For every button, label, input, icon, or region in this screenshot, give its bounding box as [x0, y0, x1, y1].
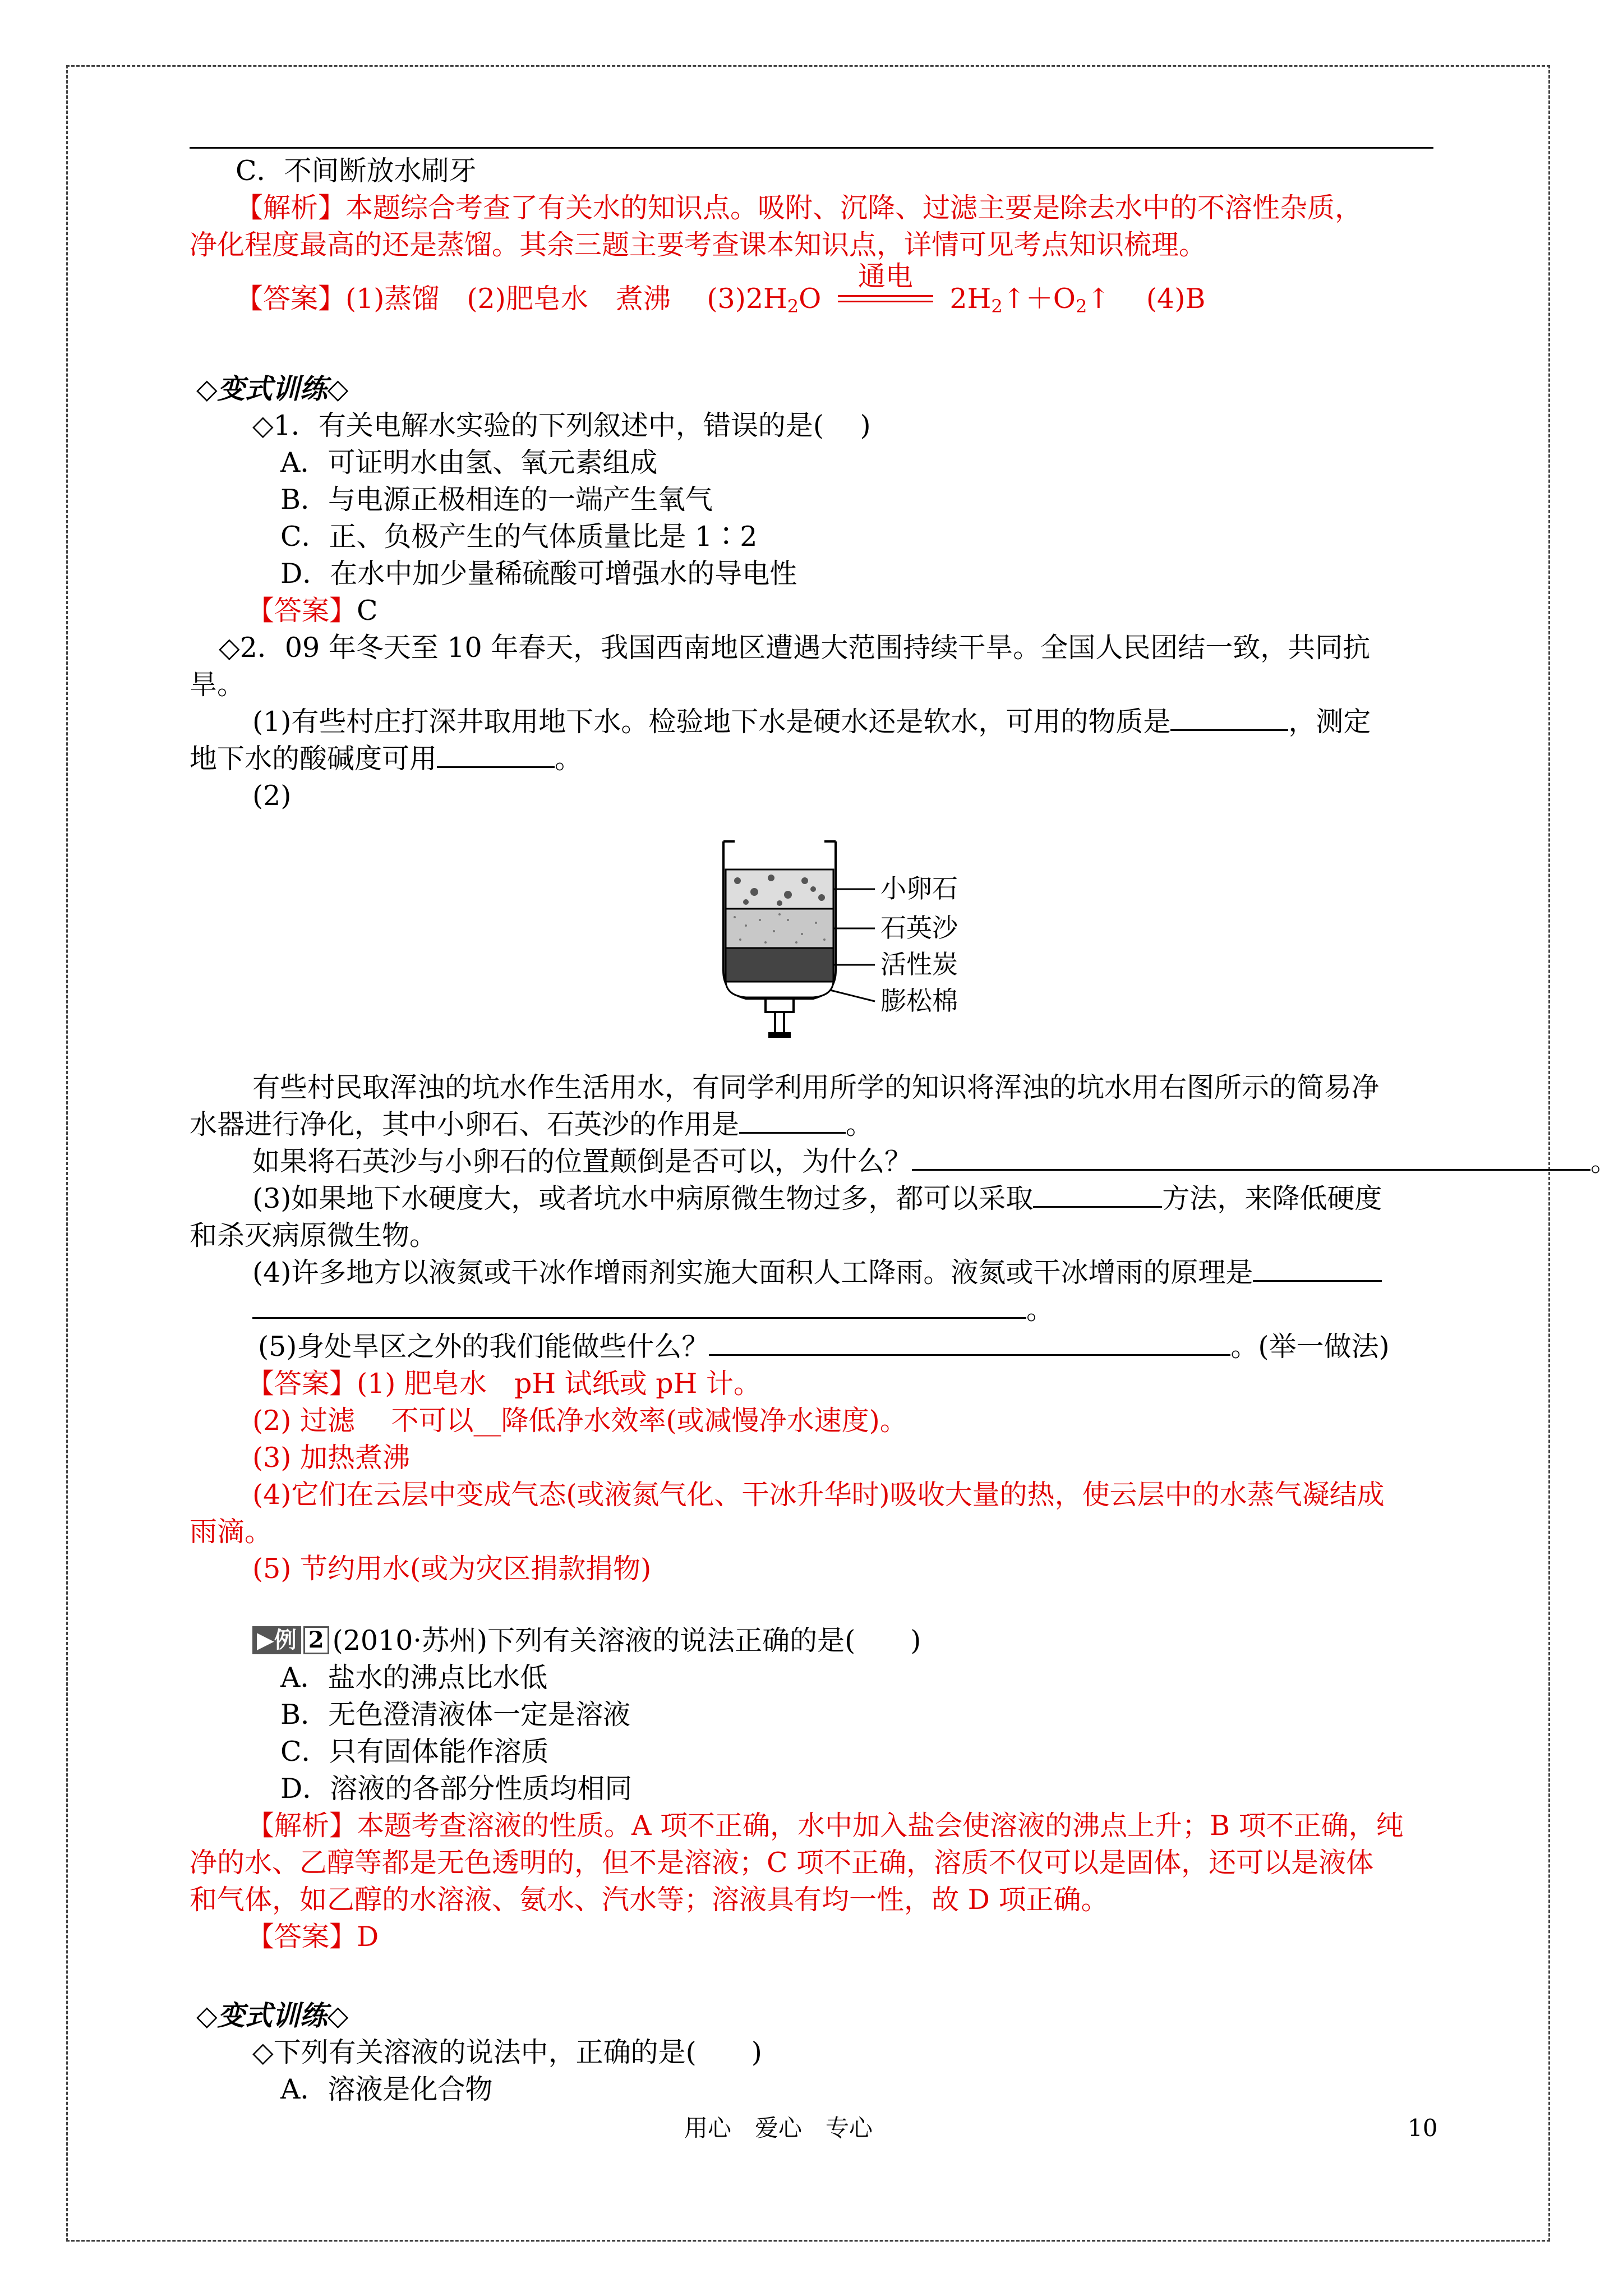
- outlet-tube: [775, 1012, 784, 1034]
- question-2-part-3-line-1: (3)如果地下水硬度大，或者坑水中病原微生物过多，都可以采取 方法，来降低硬度: [252, 1182, 1382, 1214]
- outlet-tip: [768, 1032, 791, 1038]
- analysis-2-line-1: 【解析】本题考查溶液的性质。A 项不正确，水中加入盐会使溶液的沸点上升；B 项不正确，纯: [247, 1810, 1404, 1842]
- footer-motto: 用心 爱心 专心: [684, 2114, 873, 2142]
- question-3: ◇下列有关溶液的说法中，正确的是( ): [252, 2036, 762, 2068]
- label-sand: 石英沙: [880, 913, 958, 943]
- blank-6[interactable]: [1253, 1255, 1382, 1282]
- example-number: 2: [303, 1626, 329, 1654]
- example-2-answer: 【答案】D: [247, 1921, 379, 1953]
- question-2-part-4-line-1: (4)许多地方以液氮或干冰作增雨剂实施大面积人工降雨。液氮或干冰增雨的原理是: [252, 1254, 1382, 1291]
- cotton-layer: [726, 982, 833, 997]
- question-2-part-3-line-2: 和杀灭病原微生物。: [190, 1220, 437, 1251]
- question-2-part-1-line-2: 地下水的酸碱度可用 。: [190, 743, 583, 775]
- question-3-option-a: A．溶液是化合物: [280, 2073, 493, 2105]
- label-pebble: 小卵石: [880, 873, 958, 904]
- section-heading-bianshi-2: ◇变式训练◇: [196, 1999, 349, 2032]
- question-2-part-1-line-1: (1)有些村庄打深井取用地下水。检验地下水是硬水还是软水，可用的物质是 ，测定: [252, 706, 1371, 738]
- example-2-option-d: D．溶液的各部分性质均相同: [280, 1773, 633, 1805]
- question-2-para-3: 如果将石英沙与小卵石的位置颠倒是否可以，为什么？ 。: [252, 1145, 1619, 1177]
- analysis-1-line-1: 【解析】本题综合考查了有关水的知识点。吸附、沉降、过滤主要是除去水中的不溶性杂质，: [236, 192, 1363, 224]
- outlet-cap: [766, 999, 794, 1012]
- question-2-answer-1: 【答案】(1) 肥皂水 pH 试纸或 pH 计。: [247, 1368, 761, 1400]
- question-2-part-5: (5)身处旱区之外的我们能做些什么？ 。(举一做法): [258, 1331, 1390, 1363]
- question-2-para-1: 有些村民取浑浊的坑水作生活用水，有同学利用所学的知识将浑浊的坑水用右图所示的简易净: [252, 1071, 1380, 1103]
- question-1-option-c: C．正、负极产生的气体质量比是 1∶2: [280, 521, 758, 553]
- analysis-2-line-3: 和气体，如乙醇的水溶液、氨水、汽水等；溶液具有均一性，故 D 项正确。: [190, 1884, 1109, 1916]
- blank-3[interactable]: [739, 1107, 846, 1134]
- question-2-part-2-label: (2): [252, 780, 292, 812]
- question-2-answer-5: (5) 节约用水(或为灾区捐款捐物): [252, 1553, 652, 1585]
- page-number: 10: [1408, 2114, 1438, 2142]
- example-2-option-b: B．无色澄清液体一定是溶液: [280, 1699, 631, 1731]
- question-2-part-4-line-2: 。: [252, 1291, 1054, 1328]
- analysis-2-line-2: 净的水、乙醇等都是无色透明的，但不是溶液；C 项不正确，溶质不仅可以是固体，还可以是液体: [190, 1847, 1374, 1879]
- blank-2[interactable]: [437, 742, 555, 768]
- water-filter-diagram: [712, 830, 1026, 1066]
- example-2-option-c: C．只有固体能作溶质: [280, 1736, 549, 1768]
- analysis-1-line-2: 净化程度最高的还是蒸馏。其余三题主要考查课本知识点，详情可见考点知识梳理。: [190, 229, 1207, 261]
- example-badge: ▶例: [252, 1626, 301, 1654]
- section-heading-bianshi-1: ◇变式训练◇: [196, 372, 349, 405]
- question-2-answer-4-line-1: (4)它们在云层中变成气态(或液氮气化、干冰升华时)吸收大量的热，使云层中的水蒸气凝结成: [252, 1479, 1385, 1511]
- question-2-line-1: ◇2．09 年冬天至 10 年春天，我国西南地区遭遇大范围持续干旱。全国人民团结一致，共同抗: [219, 632, 1371, 664]
- question-1-option-a: A．可证明水由氢、氧元素组成: [280, 447, 658, 478]
- carbon-layer: [726, 948, 833, 982]
- blank-1[interactable]: [1170, 705, 1288, 731]
- question-2-line-2: 旱。: [190, 669, 245, 701]
- header-rule: [190, 147, 1433, 149]
- option-c-prev: C．不间断放水刷牙: [236, 155, 477, 187]
- question-2-answer-2: (2) 过滤 不可以__降低净水效率(或减慢净水速度)。: [252, 1405, 907, 1437]
- example-2-option-a: A．盐水的沸点比水低: [280, 1662, 548, 1694]
- blank-8[interactable]: [709, 1329, 1230, 1356]
- question-1-option-d: D．在水中加少量稀硫酸可增强水的导电性: [280, 558, 797, 590]
- question-1-answer: 【答案】C: [247, 595, 378, 627]
- blank-4[interactable]: [912, 1144, 1590, 1171]
- example-2-question: ▶例 2 (2010·苏州)下列有关溶液的说法正确的是( ): [252, 1622, 921, 1659]
- blank-7[interactable]: [252, 1292, 1026, 1319]
- label-cotton: 膨松棉: [880, 986, 958, 1016]
- blank-5[interactable]: [1033, 1181, 1162, 1208]
- answer-1: 【答案】(1)蒸馏 (2)肥皂水 煮沸 $(3)2H_2O$ 通电 $2H_2↑+O_2↑$ (4)B: [236, 260, 1206, 317]
- question-1-option-b: B．与电源正极相连的一端产生氧气: [280, 484, 713, 516]
- question-2-answer-3: (3) 加热煮沸: [252, 1442, 410, 1474]
- question-1: ◇1．有关电解水实验的下列叙述中，错误的是( ): [252, 409, 871, 441]
- question-2-para-2: 水器进行净化，其中小卵石、石英沙的作用是 。: [190, 1108, 874, 1140]
- label-carbon: 活性炭: [880, 949, 958, 979]
- reaction-condition: 通电: [838, 293, 933, 310]
- question-2-answer-4-line-2: 雨滴。: [190, 1516, 273, 1548]
